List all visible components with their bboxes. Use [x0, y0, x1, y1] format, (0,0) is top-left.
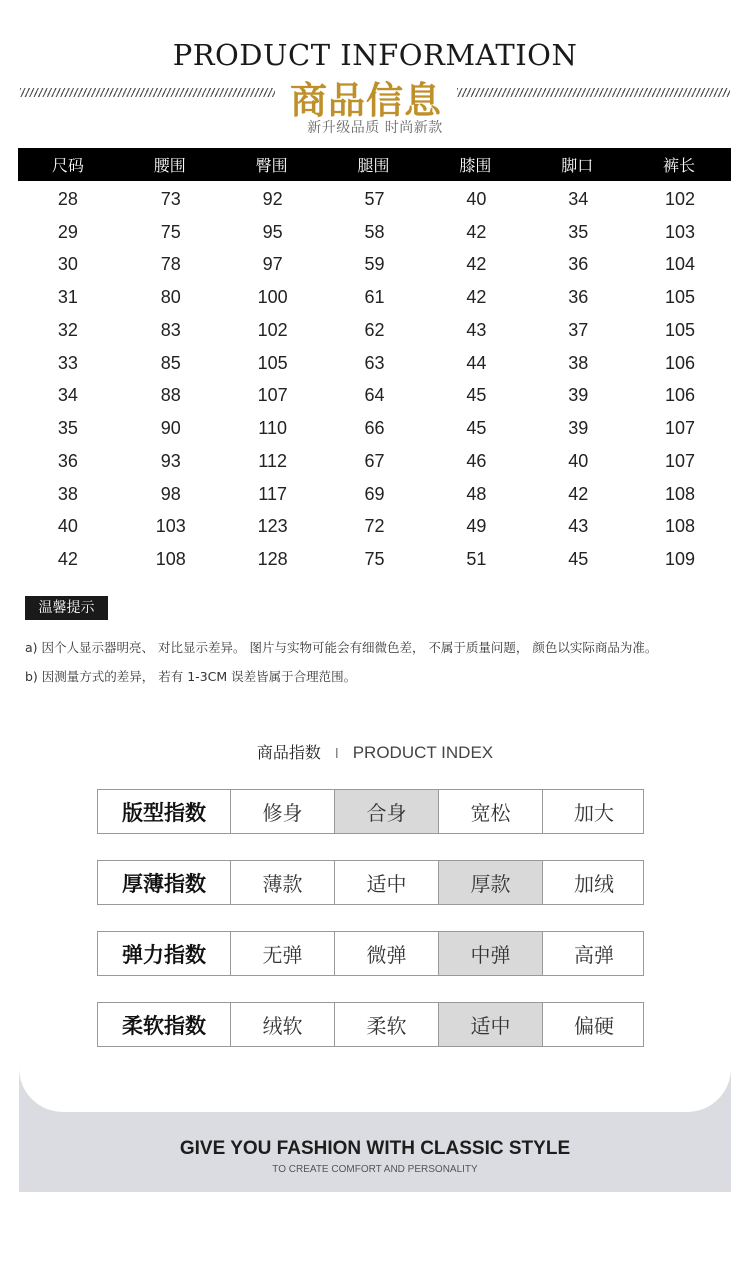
table-row	[18, 511, 731, 544]
table-cell: 66	[364, 418, 385, 439]
table-row	[18, 249, 731, 282]
table-cell: 30	[57, 254, 78, 275]
table-cell: 80	[160, 287, 181, 308]
index-option: 微弹	[335, 932, 439, 975]
table-row	[18, 183, 731, 216]
index-option: 适中	[439, 1003, 543, 1046]
table-cell: 38	[568, 352, 589, 373]
size-table-body	[18, 181, 731, 576]
table-row	[18, 445, 731, 478]
table-cell: 112	[258, 450, 287, 471]
index-option: 加大	[574, 801, 614, 825]
table-cell: 57	[364, 188, 385, 209]
table-row	[18, 543, 731, 576]
index-row-fit	[97, 789, 644, 834]
table-cell: 108	[665, 483, 696, 504]
table-cell: 106	[665, 352, 696, 373]
page-title-en: PRODUCT INFORMATION	[172, 38, 578, 72]
table-cell: 88	[160, 385, 181, 406]
table-cell: 33	[57, 352, 78, 373]
table-cell: 117	[258, 483, 287, 504]
table-row	[18, 216, 731, 249]
column-header: 裤长	[663, 156, 696, 175]
footer-curve	[19, 1068, 731, 1112]
index-option: 修身	[231, 790, 335, 833]
index-option: 绒软	[231, 1003, 335, 1046]
table-cell: 40	[57, 516, 78, 537]
hatch-divider-right	[457, 88, 730, 97]
table-cell: 58	[364, 221, 385, 242]
index-option: 中弹	[439, 932, 543, 975]
table-cell: 42	[466, 287, 487, 308]
table-cell: 40	[466, 188, 487, 209]
table-cell: 34	[568, 188, 589, 209]
product-index-heading-cn: 商品指数	[256, 743, 321, 762]
table-cell: 39	[568, 385, 589, 406]
table-cell: 98	[160, 483, 181, 504]
table-cell: 72	[364, 516, 385, 537]
table-cell: 28	[57, 188, 78, 209]
table-cell: 46	[466, 450, 487, 471]
table-row	[18, 314, 731, 347]
table-cell: 38	[57, 483, 78, 504]
table-cell: 75	[160, 221, 181, 242]
table-cell: 42	[57, 549, 78, 570]
table-row	[18, 478, 731, 511]
table-cell: 75	[364, 549, 385, 570]
table-cell: 62	[364, 319, 385, 340]
table-row	[18, 412, 731, 445]
index-option: 无弹	[231, 932, 335, 975]
index-option: 高弹	[574, 943, 614, 967]
table-cell: 100	[257, 287, 288, 308]
table-cell: 59	[364, 254, 385, 275]
size-table	[18, 148, 731, 576]
column-header: 膝围	[459, 156, 492, 175]
table-cell: 39	[568, 418, 589, 439]
table-cell: 48	[466, 483, 487, 504]
table-cell: 43	[568, 516, 589, 537]
index-row-softness	[97, 1002, 644, 1047]
table-cell: 102	[257, 319, 288, 340]
table-cell: 105	[665, 319, 696, 340]
product-index-heading	[0, 740, 750, 763]
table-cell: 107	[665, 450, 696, 471]
index-label: 柔软指数	[98, 1003, 231, 1046]
index-row-thickness	[97, 860, 644, 905]
table-cell: 45	[568, 549, 589, 570]
product-index-heading-en: PRODUCT INDEX	[352, 743, 494, 762]
index-label: 厚薄指数	[98, 861, 231, 904]
table-cell: 42	[466, 221, 487, 242]
table-cell: 93	[160, 450, 181, 471]
table-cell: 103	[155, 516, 186, 537]
table-cell: 35	[568, 221, 589, 242]
table-cell: 36	[568, 254, 589, 275]
table-cell: 110	[258, 418, 287, 439]
table-cell: 34	[57, 385, 78, 406]
table-cell: 95	[262, 221, 283, 242]
table-cell: 92	[262, 188, 283, 209]
table-cell: 97	[262, 254, 283, 275]
table-cell: 104	[665, 254, 696, 275]
table-cell: 103	[665, 221, 696, 242]
table-cell: 51	[466, 549, 487, 570]
table-cell: 105	[665, 287, 696, 308]
table-cell: 69	[364, 483, 385, 504]
table-cell: 78	[160, 254, 181, 275]
table-cell: 42	[568, 483, 589, 504]
column-header: 腰围	[153, 156, 186, 175]
table-cell: 29	[57, 221, 78, 242]
heading-separator: I	[334, 747, 339, 762]
table-cell: 64	[364, 385, 385, 406]
table-cell: 108	[155, 549, 186, 570]
table-cell: 37	[568, 319, 589, 340]
table-cell: 90	[160, 418, 181, 439]
table-cell: 36	[568, 287, 589, 308]
table-cell: 44	[466, 352, 487, 373]
page-subtitle: 新升级品质 时尚新款	[307, 120, 443, 136]
table-cell: 61	[364, 287, 385, 308]
footer-band	[19, 1068, 731, 1192]
index-option: 厚款	[439, 861, 543, 904]
index-option: 柔软	[335, 1003, 439, 1046]
table-cell: 35	[57, 418, 78, 439]
index-option: 薄款	[231, 861, 335, 904]
tip-note-b: b) 因测量方式的差异， 若有 1-3CM 误差皆属于合理范围。	[25, 669, 357, 684]
table-cell: 109	[665, 549, 696, 570]
column-header: 尺码	[51, 156, 84, 175]
table-cell: 107	[257, 385, 288, 406]
index-option: 偏硬	[574, 1014, 614, 1038]
index-row-elasticity	[97, 931, 644, 976]
table-cell: 49	[466, 516, 487, 537]
table-cell: 31	[57, 287, 78, 308]
table-cell: 36	[57, 450, 78, 471]
table-cell: 85	[160, 352, 181, 373]
table-cell: 73	[160, 188, 181, 209]
table-cell: 102	[665, 188, 696, 209]
footer-subtitle: TO CREATE COMFORT AND PERSONALITY	[272, 1164, 478, 1175]
table-cell: 45	[466, 418, 487, 439]
table-cell: 108	[665, 516, 696, 537]
index-option: 合身	[335, 790, 439, 833]
index-option: 宽松	[439, 790, 543, 833]
table-cell: 42	[466, 254, 487, 275]
table-cell: 63	[364, 352, 385, 373]
index-option: 适中	[335, 861, 439, 904]
tips-badge: 温馨提示	[25, 596, 108, 620]
table-cell: 105	[257, 352, 288, 373]
footer-title: GIVE YOU FASHION WITH CLASSIC STYLE	[179, 1138, 571, 1159]
table-cell: 67	[364, 450, 385, 471]
table-cell: 32	[57, 319, 78, 340]
table-cell: 43	[466, 319, 487, 340]
table-cell: 128	[257, 549, 288, 570]
page-title-cn: 商品信息	[290, 79, 442, 122]
hatch-divider-left	[20, 88, 275, 97]
table-cell: 123	[257, 516, 288, 537]
title-row	[0, 70, 750, 122]
size-table-header	[18, 148, 731, 181]
index-option: 加绒	[574, 872, 614, 896]
column-header: 臀围	[255, 156, 288, 175]
column-header: 腿围	[357, 156, 390, 175]
table-row	[18, 281, 731, 314]
column-header: 脚口	[561, 156, 594, 175]
index-label: 弹力指数	[98, 932, 231, 975]
table-cell: 83	[160, 319, 181, 340]
table-cell: 40	[568, 450, 589, 471]
table-cell: 106	[665, 385, 696, 406]
table-cell: 107	[665, 418, 696, 439]
table-row	[18, 347, 731, 380]
table-cell: 45	[466, 385, 487, 406]
tip-note-a: a) 因个人显示器明亮、 对比显示差异。 图片与实物可能会有细微色差， 不属于质量问题， 颜色以实际商品为准。	[25, 640, 658, 655]
table-row	[18, 380, 731, 413]
index-label: 版型指数	[98, 790, 231, 833]
